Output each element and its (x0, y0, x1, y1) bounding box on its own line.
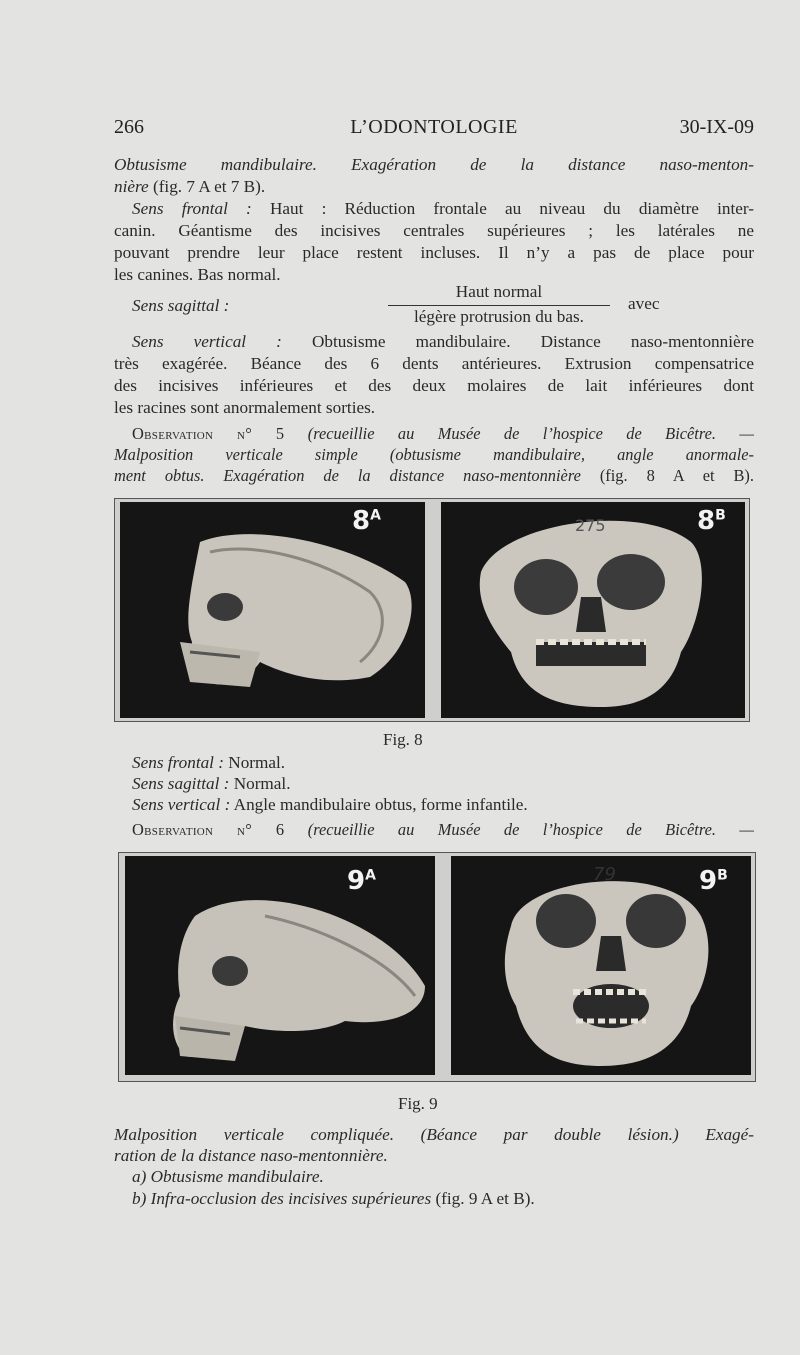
frontal1-line4: les canines. Bas normal. (114, 265, 281, 284)
sagittal1-fraction (114, 282, 754, 330)
frontal1-text1: Haut : Réduction frontale au niveau du diamètre inter- (251, 199, 755, 218)
figure-8b-specimen-number: 275 (575, 516, 606, 535)
after8-vertical-label: Sens vertical : (132, 795, 231, 814)
final-line4-rest: (fig. 9 A et B). (431, 1189, 535, 1208)
obs5-line3 (114, 465, 754, 486)
after8-sagittal-value: Normal. (229, 774, 291, 793)
para1-line2-rest: (fig. 7 A et 7 B). (148, 177, 266, 196)
figure-9a-letter: A (365, 867, 376, 884)
frontal1-line2: canin. Géantisme des incisives centrales supérieures ; les latérales ne (114, 221, 754, 240)
vertical1-line3: des incisives inférieures et des deux molaires de lait inférieures dont (114, 376, 754, 395)
figure-9b-panel (451, 856, 751, 1075)
figure-9a-number: 9 (347, 866, 366, 896)
figure-8a-panel (120, 502, 425, 718)
figure-8b-number: 8 (697, 506, 716, 536)
para1-line2 (114, 176, 754, 197)
obs5-line1 (132, 423, 754, 444)
page-number: 266 (114, 116, 144, 138)
obs5-line2: Malposition verticale simple (obtusisme mandibulaire, angle anormale- (114, 445, 754, 464)
obs5-text3: ment obtus. Exagération de la distance naso-mentonnière (114, 466, 581, 485)
figure-9 (118, 852, 756, 1082)
figure-9b-label (699, 866, 728, 896)
after8-frontal-label: Sens frontal : (132, 753, 224, 772)
figure-8b-panel (441, 502, 745, 718)
after8-sagittal (132, 773, 754, 794)
obs5-label: Observation n° 5 (132, 424, 285, 443)
vertical1-line2: très exagérée. Béance des 6 dents antérieures. Extrusion compensatrice (114, 354, 754, 373)
para1-line2-italic: nière (114, 177, 149, 196)
figure-8a-number: 8 (352, 506, 371, 536)
journal-title: L’ODONTOLOGIE (350, 116, 518, 138)
frontal1-line3: pouvant prendre leur place restent incluses. Il n’y a pas de place pour (114, 243, 754, 262)
skull-profile-9a-image (125, 856, 435, 1075)
vertical1-line4: les racines sont anormalement sorties. (114, 398, 376, 417)
vertical1-label: Sens vertical : (132, 332, 282, 351)
after8-vertical (132, 794, 754, 815)
figure-9a-panel (125, 856, 435, 1075)
final-line1: Malposition verticale compliquée. (Béance par double lésion.) Exagé- (114, 1125, 754, 1144)
figure-8a-label (352, 506, 381, 536)
running-header (114, 116, 754, 146)
vertical1-text1: Obtusisme mandibulaire. Distance naso-mentonnière (281, 332, 754, 351)
vertical1-line1 (132, 331, 754, 352)
figure-8a-letter: A (370, 507, 381, 524)
obs5-text3-rest: (fig. 8 A et B). (580, 466, 754, 485)
para1-line1: Obtusisme mandibulaire. Exagération de la distance naso-menton- (114, 155, 754, 174)
final-line3: a) Obtusisme mandibulaire. (132, 1167, 324, 1186)
obs6-text: (recueillie au Musée de l’hospice de Bicêtre. — (284, 820, 754, 839)
figure-8b-letter: B (715, 507, 726, 524)
after8-frontal (132, 752, 754, 773)
obs6-line (132, 819, 754, 840)
frontal1-label: Sens frontal : (132, 199, 252, 218)
figure-9b-specimen-number: 79 (593, 864, 616, 885)
fraction-bar (388, 305, 610, 306)
figure-8-caption: Fig. 8 (383, 730, 423, 749)
obs6-label: Observation n° 6 (132, 820, 285, 839)
figure-9-caption: Fig. 9 (398, 1094, 438, 1113)
issue-date: 30-IX-09 (679, 116, 754, 138)
after8-vertical-value: Angle mandibulaire obtus, forme infantile. (230, 795, 528, 814)
final-line4 (132, 1188, 754, 1209)
final-line2: ration de la distance naso-mentonnière. (114, 1146, 388, 1165)
figure-9b-number: 9 (699, 866, 718, 896)
obs5-text1: (recueillie au Musée de l’hospice de Bicêtre. — (284, 424, 754, 443)
figure-9a-label (347, 866, 376, 896)
fraction-denominator: légère protrusion du bas. (414, 307, 584, 326)
after8-frontal-value: Normal. (223, 753, 286, 772)
frontal1-line1 (132, 198, 754, 219)
figure-8b-label (697, 506, 726, 536)
final-line4-italic: b) Infra-occlusion des incisives supérieures (132, 1189, 432, 1208)
figure-9b-letter: B (717, 867, 728, 884)
figure-8 (114, 498, 750, 722)
fraction-numerator: Haut normal (455, 282, 543, 301)
fraction-suffix: avec (628, 294, 660, 313)
after8-sagittal-label: Sens sagittal : (132, 774, 230, 793)
sagittal1-label: Sens sagittal : (132, 296, 230, 315)
